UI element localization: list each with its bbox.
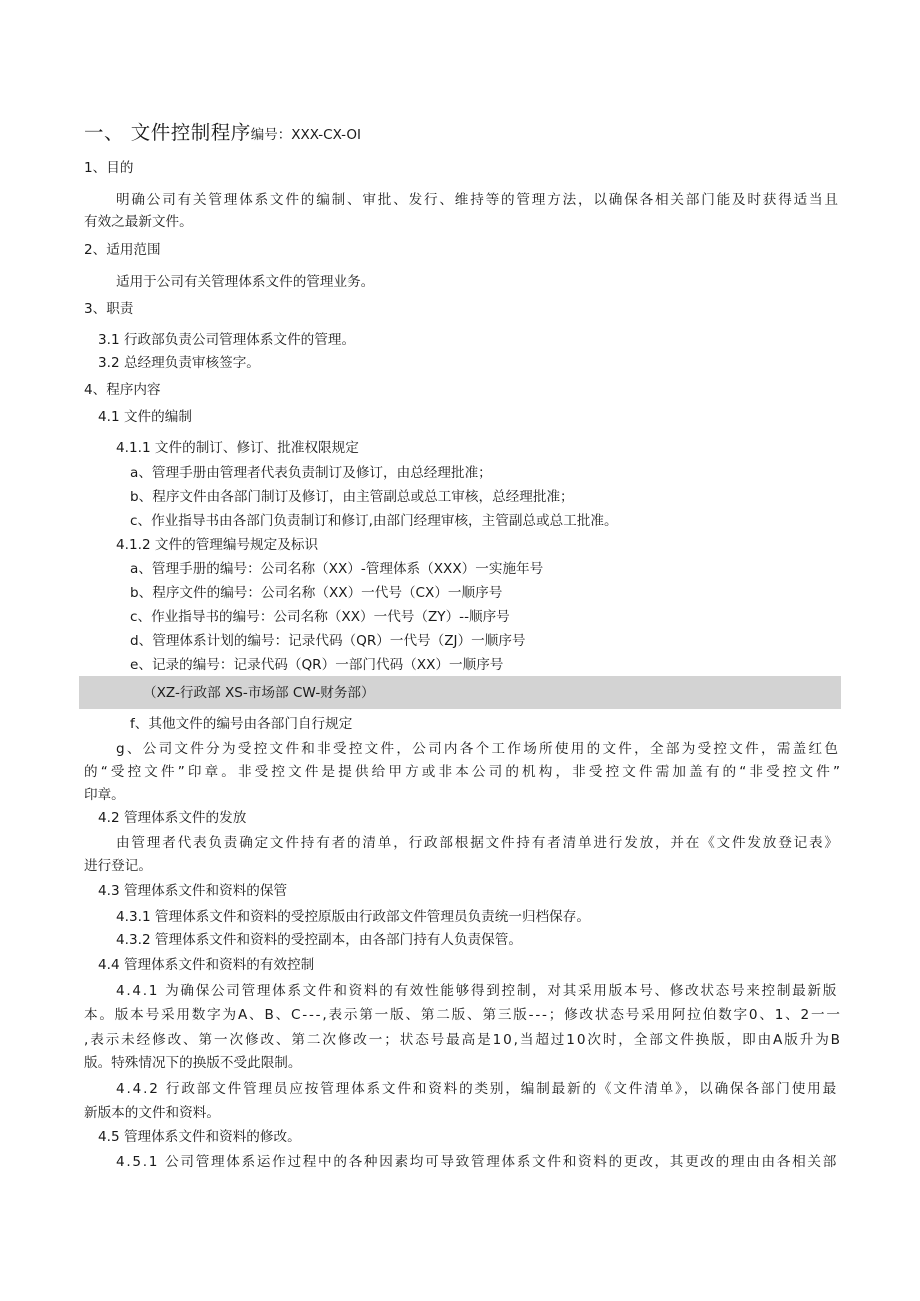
text-line: 4、程序内容 [84,382,161,398]
text-line: 4.4 管理体系文件和资料的有效控制 [98,957,315,973]
text-line: 印章。 [84,787,125,803]
text-line: g、公司文件分为受控文件和非受控文件，公司内各个工作场所使用的文件，全部为受控文件，需盖红色 [116,741,841,757]
text-line: 4.1.1 文件的制订、修订、批准权限规定 [116,440,359,456]
text-line: 新版本的文件和资料。 [84,1105,220,1121]
text-line: （XZ-行政部 XS-市场部 CW-财务部） [143,685,375,701]
text-line: c、作业指导书由各部门负责制订和修订,由部门经理审核，主管副总或总工批准。 [130,513,618,529]
document-title [84,117,361,145]
text-line: 明确公司有关管理体系文件的编制、审批、发行、维持等的管理方法，以确保各相关部门能及时获得适当且 [116,192,840,208]
text-line: 3.1 行政部负责公司管理体系文件的管理。 [98,332,356,348]
text-line: 4.4.1 为确保公司管理体系文件和资料的有效性能够得到控制，对其采用版本号、修改状态号来控制最新版 [116,983,838,999]
text-line: 4.2 管理体系文件的发放 [98,810,247,826]
text-line: 4.3 管理体系文件和资料的保管 [98,883,288,899]
text-line: 的“受控文件”印章。非受控文件是提供给甲方或非本公司的机构，非受控文件需加盖有的“非受控文件” [84,764,844,780]
text-line: 4.5 管理体系文件和资料的修改。 [98,1129,301,1145]
text-line: 版。特殊情况下的换版不受此限制。 [84,1055,302,1071]
text-line: 4.1 文件的编制 [98,409,192,425]
text-line: d、管理体系计划的编号：记录代码（QR）一代号（ZJ）一顺序号 [130,633,526,649]
text-line: e、记录的编号：记录代码（QR）一部门代码（XX）一顺序号 [130,657,504,673]
text-line: 适用于公司有关管理体系文件的管理业务。 [116,274,375,290]
title-main: 一、 文件控制程序 [84,121,251,144]
text-line: 本。版本号采用数字为A、B、C---,表示第一版、第二版、第三版---；修改状态号采用阿拉伯数字0、1、2一一 [84,1007,842,1023]
text-line: c、作业指导书的编号：公司名称（XX）一代号（ZY）--顺序号 [130,609,510,625]
text-line: 进行登记。 [84,858,152,874]
text-line: 有效之最新文件。 [84,214,193,230]
text-line: b、程序文件由各部门制订及修订，由主管副总或总工审核，总经理批准； [130,489,574,505]
text-line: ,表示未经修改、第一次修改、第二次修改一；状态号最高是10,当超过10次时，全部文件换版，即由A版升为B [84,1032,842,1048]
text-line: 3.2 总经理负责审核签字。 [98,355,260,371]
text-line: 2、适用范围 [84,242,161,258]
text-line: 1、目的 [84,160,134,176]
text-line: a、管理手册由管理者代表负责制订及修订，由总经理批准； [130,465,492,481]
text-line: 由管理者代表负责确定文件持有者的清单，行政部根据文件持有者清单进行发放，并在《文件发放登记表》 [116,835,840,851]
text-line: 4.1.2 文件的管理编号规定及标识 [116,537,319,553]
text-line: 3、职责 [84,301,134,317]
text-line: f、其他文件的编号由各部门自行规定 [130,716,353,732]
text-line: b、程序文件的编号：公司名称（XX）一代号（CX）一顺序号 [130,585,503,601]
text-line: 4.5.1 公司管理体系运作过程中的各种因素均可导致管理体系文件和资料的更改，其更改的理由由各相关部 [116,1154,838,1170]
text-line: 4.3.1 管理体系文件和资料的受控原版由行政部文件管理员负责统一归档保存。 [116,909,590,925]
title-code-label: 编号： [250,127,292,143]
text-line: 4.3.2 管理体系文件和资料的受控副本，由各部门持有人负责保管。 [116,932,522,948]
text-line: 4.4.2 行政部文件管理员应按管理体系文件和资料的类别，编制最新的《文件清单》，以确保各部门使用最 [116,1081,838,1097]
text-line: a、管理手册的编号：公司名称（XX）-管理体系（XXX）一实施年号 [130,561,544,577]
title-code: XXX-CX-OI [291,127,362,143]
